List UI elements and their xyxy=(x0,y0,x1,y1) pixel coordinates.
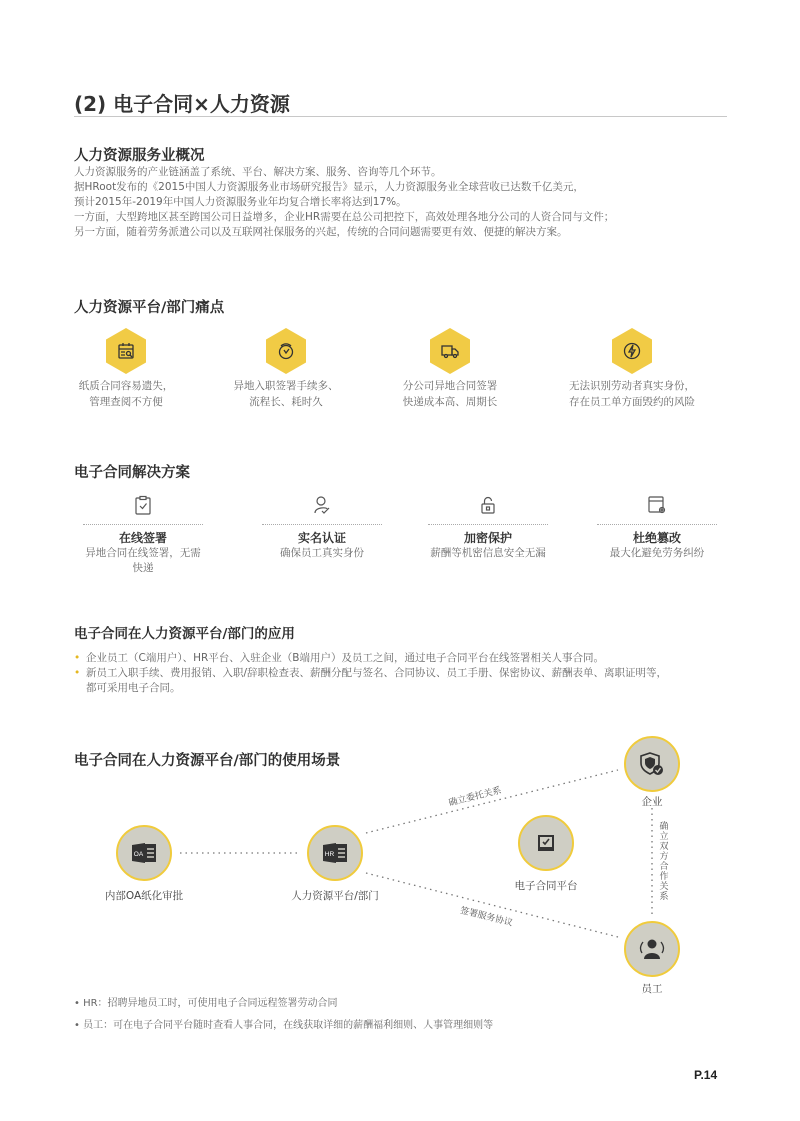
overview-line: 另一方面，随着劳务派遣公司以及互联网社保服务的兴起，传统的合同问题需要更有效、便捷的解决方案。 xyxy=(74,226,568,238)
node-label-enterprise: 企业 xyxy=(641,796,663,808)
oa-document-icon xyxy=(130,841,158,865)
node-platform xyxy=(518,815,574,871)
scenarios-title: 电子合同在人力资源平台/部门的使用场景 xyxy=(74,753,341,769)
pain-point-label: 无法识别劳动者真实身份， 存在员工单方面毁约的风险 xyxy=(569,380,695,408)
pain-point-label: 异地入职签署手续多、 流程长、耗时久 xyxy=(233,380,339,408)
list-item: • 新员工入职手续、费用报销、入职/辞职检查表、薪酬分配与签名、合同协议、员工手册、保密协议、薪酬表单、离职证明等， xyxy=(74,666,714,681)
solution-item: 加密保护 薪酬等机密信息安全无漏 xyxy=(428,492,548,561)
svg-text:OA: OA xyxy=(133,851,144,858)
pain-points-title: 人力资源平台/部门痛点 xyxy=(74,300,225,316)
page-number: P.14 xyxy=(694,1068,718,1082)
edge-label-entrust: 确立委托关系 xyxy=(447,785,503,809)
node-label-employee: 员工 xyxy=(641,983,663,995)
overview-line: 人力资源服务的产业链涵盖了系统、平台、解决方案、服务、咨询等几个环节。 xyxy=(74,166,442,178)
list-item-continuation: 都可采用电子合同。 xyxy=(86,682,181,694)
solution-item: 在线签署 异地合同在线签署，无需快递 xyxy=(83,492,203,576)
list-item: • 企业员工（C端用户）、HR平台、入驻企业（B端用户）及员工之间，通过电子合同平台在线签署相关人事合同。 xyxy=(74,651,714,666)
contract-check-icon xyxy=(537,834,555,852)
node-enterprise xyxy=(624,736,680,792)
node-label-oa: 内部OA纸化审批 xyxy=(104,890,184,902)
overview-line: 据HRoot发布的《2015中国人力资源服务业市场研究报告》显示，人力资源服务业全球营收已达数千亿美元， xyxy=(74,181,584,193)
overview-line: 预计2015年-2019年中国人力资源服务业年均复合增长率将达到17%。 xyxy=(74,196,407,208)
pain-point-label: 分公司异地合同签署 快递成本高、周期长 xyxy=(402,380,498,408)
applications-title: 电子合同在人力资源平台/部门的应用 xyxy=(74,626,295,642)
hr-document-icon xyxy=(321,841,349,865)
solutions-title: 电子合同解决方案 xyxy=(74,465,190,481)
overview-line: 一方面，大型跨地区甚至跨国公司日益增多，企业HR需要在总公司把控下，高效处理各地分公司的人资合同与文件； xyxy=(74,211,615,223)
edge-label-service: 签署服务协议 xyxy=(458,905,514,929)
shield-check-icon xyxy=(639,751,665,777)
node-hr xyxy=(307,825,363,881)
page-title: (2) 电子合同×人力资源 xyxy=(74,92,290,116)
scenario-note-hr: • HR：招聘异地员工时，可使用电子合同远程签署劳动合同 xyxy=(74,998,338,1009)
node-label-platform: 电子合同平台 xyxy=(514,880,578,892)
edge-label-cooperation: 确 立 双 方 合 作 关 系 xyxy=(659,822,669,902)
node-label-hr: 人力资源平台/部门 xyxy=(291,890,379,902)
scenario-note-employee: • 员工：可在电子合同平台随时查看人事合同，在线获取详细的薪酬福利细则、人事管理细则等 xyxy=(74,1020,494,1031)
pain-point-label: 纸质合同容易遗失， 管理查阅不方便 xyxy=(78,380,174,408)
solution-item: 杜绝篡改 最大化避免劳务纠纷 xyxy=(597,492,717,561)
node-employee xyxy=(624,921,680,977)
node-oa xyxy=(116,825,172,881)
svg-text:HR: HR xyxy=(324,851,335,858)
solution-item: 实名认证 确保员工真实身份 xyxy=(262,492,382,561)
overview-title: 人力资源服务业概况 xyxy=(74,148,205,164)
users-group-icon xyxy=(639,938,665,960)
